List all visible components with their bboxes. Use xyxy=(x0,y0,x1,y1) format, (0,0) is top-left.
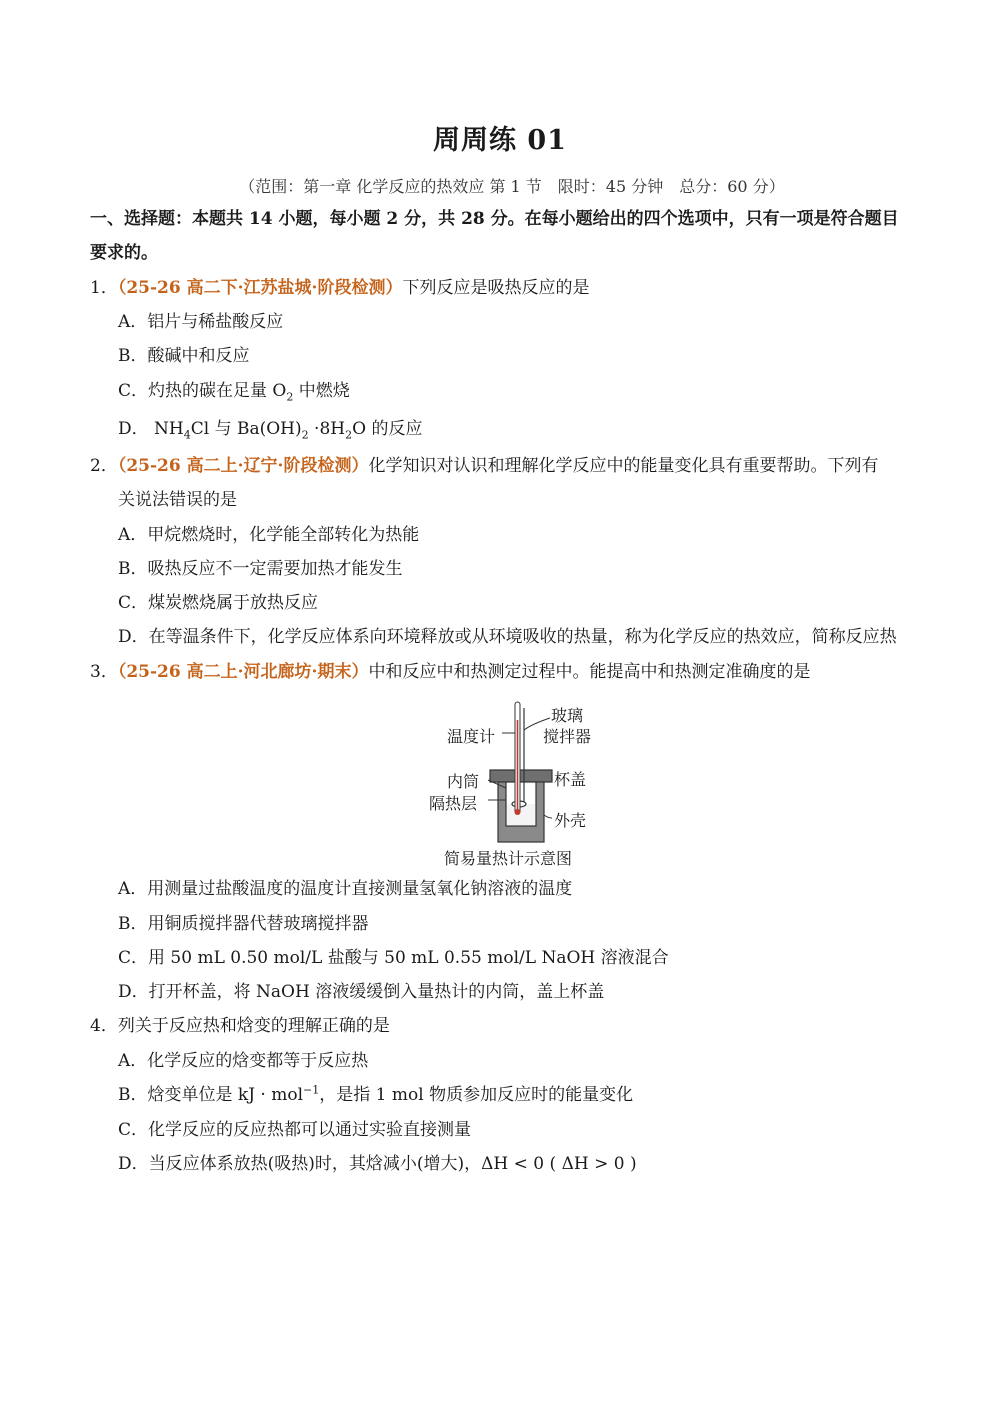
question-4 xyxy=(90,1015,390,1037)
subscript: 2 xyxy=(301,428,309,442)
q4-option-a: A．化学反应的焓变都等于反应热 xyxy=(118,1051,369,1071)
q4-option-b xyxy=(118,1084,633,1106)
question-text: 列关于反应热和焓变的理解正确的是 xyxy=(117,1016,390,1036)
q3-option-b: B．用铜质搅拌器代替玻璃搅拌器 xyxy=(118,914,369,934)
subscript: 4 xyxy=(183,428,191,442)
question-number: 4． xyxy=(90,1016,118,1036)
stirrer-label-2: 搅拌器 xyxy=(543,727,592,746)
question-text: 中和反应中和热测定过程中。能提高中和热测定准确度的是 xyxy=(368,662,811,682)
question-source: （25-26 高二上·辽宁·阶段检测） xyxy=(117,456,369,476)
option-text: ·8H xyxy=(308,419,346,439)
diagram-caption: 简易量热计示意图 xyxy=(444,849,573,868)
q3-option-a: A．用测量过盐酸温度的温度计直接测量氢氧化钠溶液的温度 xyxy=(118,879,573,899)
option-text: B．焓变单位是 kJ · mol xyxy=(118,1085,304,1105)
q2-option-c: C．煤炭燃烧属于放热反应 xyxy=(118,593,319,613)
question-text: 化学知识对认识和理解化学反应中的能量变化具有重要帮助。下列有 xyxy=(368,456,879,476)
q1-option-c xyxy=(118,380,350,402)
q4-option-d: D．当反应体系放热(吸热)时，其焓减小(增大)，ΔH < 0 ( ΔH > 0 ) xyxy=(118,1154,637,1174)
insulation-label: 隔热层 xyxy=(429,794,478,813)
q3-option-c: C．用 50 mL 0.50 mol/L 盐酸与 50 mL 0.55 mol/L NaOH 溶液混合 xyxy=(118,948,669,968)
question-source: （25-26 高二上·河北廊坊·期末） xyxy=(117,662,369,682)
calorimeter-diagram xyxy=(420,700,620,870)
lid-label: 杯盖 xyxy=(554,770,587,789)
option-text: 中燃烧 xyxy=(293,381,350,401)
q2-option-d: D．在等温条件下，化学反应体系向环境释放或从环境吸收的热量，称为化学反应的热效应，简称反应热 xyxy=(118,627,897,647)
option-text: O 的反应 xyxy=(352,419,423,439)
option-text: D． NH xyxy=(118,419,184,439)
question-number: 2． xyxy=(90,456,118,476)
q1-option-b: B．酸碱中和反应 xyxy=(118,346,250,366)
q1-option-a: A．铝片与稀盐酸反应 xyxy=(118,312,284,332)
q1-option-d xyxy=(118,418,422,440)
section-heading: 一、选择题：本题共 14 小题，每小题 2 分，共 28 分。在每小题给出的四个选项中，只有一项是符合题目 xyxy=(90,209,899,229)
stirrer-label-1: 玻璃 xyxy=(551,706,584,725)
q4-option-c: C．化学反应的反应热都可以通过实验直接测量 xyxy=(118,1120,472,1140)
q2-option-b: B．吸热反应不一定需要加热才能发生 xyxy=(118,559,403,579)
question-1 xyxy=(90,277,589,299)
q2-option-a: A．甲烷燃烧时，化学能全部转化为热能 xyxy=(118,525,420,545)
superscript: −1 xyxy=(303,1083,320,1097)
question-text: 下列反应是吸热反应的是 xyxy=(402,278,590,298)
question-text-cont: 关说法错误的是 xyxy=(118,490,237,510)
option-text: Cl 与 Ba(OH) xyxy=(190,419,302,439)
page-subtitle: （范围：第一章 化学反应的热效应 第 1 节 限时：45 分钟 总分：60 分） xyxy=(239,177,785,196)
question-2 xyxy=(90,455,878,477)
option-text: ，是指 1 mol 物质参加反应时的能量变化 xyxy=(319,1085,634,1105)
question-number: 1． xyxy=(90,278,118,298)
subscript: 2 xyxy=(286,390,294,404)
q3-option-d: D．打开杯盖，将 NaOH 溶液缓缓倒入量热计的内筒，盖上杯盖 xyxy=(118,982,605,1002)
question-source: （25-26 高二下·江苏盐城·阶段检测） xyxy=(117,278,403,298)
option-text: C．灼热的碳在足量 O xyxy=(118,381,287,401)
page-title: 周周练 01 xyxy=(433,125,567,156)
question-3 xyxy=(90,661,810,683)
shell-label: 外壳 xyxy=(554,811,587,830)
section-heading-cont: 要求的。 xyxy=(90,243,158,263)
question-number: 3． xyxy=(90,662,118,682)
thermometer-label: 温度计 xyxy=(447,727,496,746)
inner-cup-label: 内筒 xyxy=(447,772,480,791)
subscript: 2 xyxy=(345,428,353,442)
